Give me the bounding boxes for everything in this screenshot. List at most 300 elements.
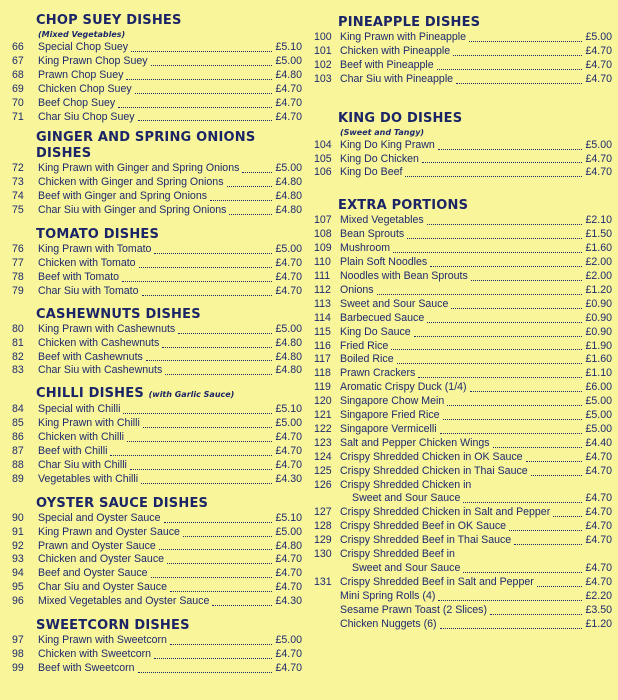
- item-name: Chicken with Sweetcorn: [38, 648, 152, 660]
- item-name: King Do Sauce: [340, 325, 411, 338]
- menu-item: [12, 285, 302, 299]
- item-price: £4.70: [275, 270, 302, 283]
- menu-item: [12, 540, 302, 554]
- item-name: King Do Beef: [340, 166, 403, 179]
- item-name: Prawn and Oyster Sauce: [38, 539, 156, 552]
- item-number: 76: [12, 243, 24, 256]
- item-price: £1.60: [585, 353, 612, 366]
- dot-leader: [438, 600, 582, 601]
- item-name: Beef with Tomato: [38, 270, 120, 283]
- dot-leader: [456, 83, 582, 84]
- item-name: Beef with Ginger and Spring Onions: [38, 190, 208, 203]
- dot-leader: [122, 281, 272, 282]
- menu-item: [314, 548, 612, 562]
- item-number: 113: [314, 297, 331, 310]
- item-name: Barbecued Sauce: [340, 311, 425, 324]
- dot-leader: [469, 41, 582, 42]
- item-number: 67: [12, 54, 24, 67]
- section-title: [12, 307, 302, 323]
- dot-leader: [440, 433, 583, 434]
- item-price: £4.70: [585, 520, 612, 533]
- section-chilli-dishes: [12, 386, 302, 486]
- menu-item: [314, 590, 612, 604]
- item-number: 85: [12, 417, 24, 430]
- item-name: King Prawn with Ginger and Spring Onions: [38, 162, 240, 175]
- dot-leader: [453, 55, 582, 56]
- item-price: £2.00: [585, 269, 612, 282]
- menu-item: [12, 431, 302, 445]
- item-name: Vegetables with Chilli: [38, 472, 139, 485]
- section-title: [12, 13, 302, 29]
- item-price: £0.90: [585, 311, 612, 324]
- menu-item: [12, 526, 302, 540]
- item-number: 69: [12, 82, 24, 95]
- item-number: 82: [12, 350, 24, 363]
- menu-item: [314, 166, 612, 180]
- item-name: Singapore Fried Rice: [340, 409, 440, 422]
- item-number: 92: [12, 539, 24, 552]
- item-name: Chicken with Pineapple: [340, 44, 451, 57]
- item-price: £2.20: [585, 589, 612, 602]
- item-name: Plain Soft Noodles: [340, 256, 428, 269]
- dot-leader: [110, 455, 272, 456]
- menu-item: [314, 59, 612, 73]
- section-subtitle: (Sweet and Tangy): [340, 127, 425, 137]
- item-price: £5.00: [585, 422, 612, 435]
- item-price: £5.10: [275, 403, 302, 416]
- item-number: 122: [314, 422, 332, 435]
- item-price: £5.00: [585, 395, 612, 408]
- section-extra-portions: [314, 198, 612, 631]
- menu-item: [314, 534, 612, 548]
- menu-item: [12, 97, 302, 111]
- item-price: £4.70: [585, 166, 612, 179]
- item-name: Char Siu Chop Suey: [38, 110, 135, 123]
- item-price: £4.70: [585, 534, 612, 547]
- dot-leader: [437, 69, 583, 70]
- menu-item: [12, 648, 302, 662]
- section-title-text: CHILLI DISHES: [36, 386, 144, 402]
- item-number: 70: [12, 96, 24, 109]
- section-title-text: CHOP SUEY DISHES: [36, 13, 182, 28]
- item-number: 97: [12, 634, 24, 647]
- item-price: £2.00: [585, 256, 612, 269]
- menu-item: [314, 618, 612, 632]
- item-number: 119: [314, 381, 331, 394]
- item-price: £4.70: [585, 562, 612, 574]
- item-name: Crispy Shredded Chicken in Thai Sauce: [340, 464, 528, 477]
- menu-item: [314, 139, 612, 153]
- item-name: Chicken Nuggets (6): [340, 617, 437, 630]
- item-price: £4.40: [585, 436, 612, 449]
- item-number: 111: [314, 269, 331, 282]
- menu-item: [12, 323, 302, 337]
- dot-leader: [142, 295, 273, 296]
- menu-item: [12, 634, 302, 648]
- dot-leader: [430, 266, 582, 267]
- item-number: 74: [12, 190, 24, 203]
- item-name: Sweet and Sour Sauce: [352, 492, 461, 505]
- section-title-text: CASHEWNUTS DISHES: [36, 306, 201, 322]
- item-price: £4.80: [275, 68, 302, 81]
- dot-leader: [242, 172, 272, 173]
- item-price: £4.70: [585, 58, 612, 71]
- dot-leader: [493, 447, 583, 448]
- dot-leader: [154, 658, 272, 659]
- item-name: Crispy Shredded Beef in: [340, 548, 455, 561]
- item-number: 114: [314, 311, 331, 324]
- item-name: Beef with Chilli: [38, 445, 108, 458]
- item-number: 73: [12, 176, 24, 189]
- item-price: £4.70: [275, 553, 302, 566]
- item-name: Char Siu with Chilli: [38, 458, 127, 471]
- item-price: £1.10: [585, 367, 612, 380]
- item-number: 101: [314, 44, 332, 57]
- item-price: £4.70: [585, 72, 612, 85]
- dot-leader: [537, 586, 583, 587]
- dot-leader: [143, 427, 273, 428]
- item-number: 130: [314, 548, 332, 561]
- dot-leader: [490, 614, 582, 615]
- dot-leader: [123, 413, 272, 414]
- item-price: £4.70: [275, 110, 302, 123]
- section-title-text: EXTRA PORTIONS: [338, 198, 469, 214]
- dot-leader: [151, 577, 273, 578]
- dot-leader: [407, 238, 582, 239]
- menu-item: [314, 604, 612, 618]
- menu-item: [12, 83, 302, 97]
- dot-leader: [440, 628, 583, 629]
- menu-column-left: [12, 0, 302, 676]
- dot-leader: [418, 377, 582, 378]
- item-price: £4.80: [275, 364, 302, 377]
- menu-item: [12, 445, 302, 459]
- section-ginger-and-spring-onions-dishes: [12, 130, 302, 218]
- menu-item: [314, 312, 612, 326]
- menu-item: [12, 473, 302, 487]
- dot-leader: [162, 347, 272, 348]
- dot-leader: [227, 186, 273, 187]
- item-name: King Do Chicken: [340, 152, 419, 165]
- menu-item: [12, 243, 302, 257]
- dot-leader: [165, 374, 272, 375]
- item-price: £4.70: [275, 445, 302, 458]
- menu-item: [12, 176, 302, 190]
- item-name: Noodles with Bean Sprouts: [340, 269, 468, 282]
- item-number: 124: [314, 450, 332, 463]
- item-name: Mini Spring Rolls (4): [340, 589, 436, 602]
- item-price: £4.80: [275, 539, 302, 552]
- item-name: Bean Sprouts: [340, 228, 405, 241]
- item-price: £2.10: [585, 214, 612, 227]
- dot-leader: [164, 522, 273, 523]
- dot-leader: [130, 469, 273, 470]
- item-price: £1.60: [585, 242, 612, 255]
- menu-item: [12, 41, 302, 55]
- item-name: Char Siu and Oyster Sauce: [38, 581, 167, 594]
- item-price: £5.00: [275, 525, 302, 538]
- item-price: £0.90: [585, 297, 612, 310]
- menu-item: [314, 409, 612, 423]
- item-price: £1.20: [585, 617, 612, 630]
- section-sweetcorn-dishes: [12, 618, 302, 676]
- item-name: Beef Chop Suey: [38, 96, 116, 109]
- section-title: [12, 496, 302, 512]
- menu-item: [12, 271, 302, 285]
- item-name: Prawn Crackers: [340, 367, 416, 380]
- item-number: 110: [314, 256, 331, 269]
- menu-item: [314, 256, 612, 270]
- item-name: Singapore Chow Mein: [340, 395, 445, 408]
- item-price: £4.70: [275, 661, 302, 674]
- menu-item: [314, 153, 612, 167]
- item-name: King Prawn Chop Suey: [38, 54, 148, 67]
- item-price: £4.70: [585, 506, 612, 519]
- item-name: Special Chop Suey: [38, 41, 129, 53]
- item-price: £1.90: [585, 339, 612, 352]
- dot-leader: [167, 563, 272, 564]
- item-number: 131: [314, 575, 332, 588]
- item-name: King Do King Prawn: [340, 138, 435, 151]
- dot-leader: [138, 672, 273, 673]
- item-number: 107: [314, 214, 332, 227]
- item-name: Chicken and Oyster Sauce: [38, 553, 165, 566]
- item-name: Salt and Pepper Chicken Wings: [340, 436, 490, 449]
- dot-leader: [135, 93, 273, 94]
- section-title: [12, 618, 302, 634]
- menu-item: [314, 465, 612, 479]
- dot-leader: [138, 120, 273, 121]
- menu-item: [314, 73, 612, 87]
- item-number: 84: [12, 403, 24, 416]
- item-name: King Prawn with Tomato: [38, 243, 152, 256]
- dot-leader: [118, 107, 272, 108]
- item-price: £5.00: [585, 409, 612, 422]
- item-name: Aromatic Crispy Duck (1/4): [340, 381, 467, 394]
- item-number: 89: [12, 472, 24, 485]
- dot-leader: [212, 605, 272, 606]
- section-title: [12, 386, 302, 403]
- item-name: Beef and Oyster Sauce: [38, 567, 148, 580]
- item-name: Chicken with Chilli: [38, 431, 124, 444]
- menu-item: [12, 595, 302, 609]
- dot-leader: [438, 149, 583, 150]
- menu-item: [314, 214, 612, 228]
- menu-item: [314, 326, 612, 340]
- item-price: £4.80: [275, 336, 302, 349]
- item-price: £4.30: [275, 472, 302, 485]
- dot-leader: [414, 336, 583, 337]
- section-title-text: SWEETCORN DISHES: [36, 618, 190, 634]
- item-name: King Prawn with Pineapple: [340, 31, 467, 43]
- dot-leader: [139, 267, 273, 268]
- item-number: 68: [12, 68, 24, 81]
- item-price: £5.00: [585, 31, 612, 43]
- dot-leader: [405, 176, 582, 177]
- item-name: King Prawn with Sweetcorn: [38, 634, 167, 647]
- menu-item: [314, 284, 612, 298]
- dot-leader: [377, 294, 583, 295]
- item-name: Singapore Vermicelli: [340, 422, 437, 435]
- section-title-text: OYSTER SAUCE DISHES: [36, 495, 209, 511]
- section-subtitle: (Mixed Vegetables): [38, 30, 126, 39]
- dot-leader: [470, 391, 583, 392]
- dot-leader: [553, 516, 582, 517]
- menu-column-right: [314, 0, 612, 632]
- item-number: 72: [12, 162, 24, 175]
- item-price: £5.10: [275, 511, 302, 524]
- menu-item: [314, 353, 612, 367]
- menu-item: [12, 204, 302, 218]
- item-number: 88: [12, 458, 24, 471]
- dot-leader: [514, 544, 582, 545]
- menu-item: [12, 364, 302, 378]
- menu-item: [12, 567, 302, 581]
- item-number: 83: [12, 364, 24, 377]
- item-name: Crispy Shredded Chicken in Salt and Pepper: [340, 506, 551, 519]
- item-number: 103: [314, 72, 332, 85]
- item-price: £4.80: [275, 176, 302, 189]
- item-name: Fried Rice: [340, 339, 389, 352]
- section-cashewnuts-dishes: [12, 307, 302, 379]
- item-name: Crispy Shredded Beef in Thai Sauce: [340, 534, 512, 547]
- menu-item: [12, 512, 302, 526]
- item-name: Char Siu with Cashewnuts: [38, 364, 163, 377]
- item-name: Onions: [340, 283, 374, 296]
- item-name: Beef with Cashewnuts: [38, 350, 143, 363]
- dot-leader: [451, 308, 582, 309]
- item-name: Chicken with Cashewnuts: [38, 336, 160, 349]
- section-pineapple-dishes: [314, 15, 612, 87]
- menu-item: [314, 576, 612, 590]
- item-number: 127: [314, 506, 332, 519]
- item-name: Special with Chilli: [38, 403, 121, 416]
- item-number: 90: [12, 511, 24, 524]
- menu-item: [12, 190, 302, 204]
- menu-item: [12, 403, 302, 417]
- item-price: £1.50: [585, 228, 612, 241]
- item-name: Beef with Pineapple: [340, 58, 434, 71]
- item-number: 123: [314, 436, 332, 449]
- dot-leader: [393, 252, 582, 253]
- menu-item: [314, 395, 612, 409]
- menu-item: [314, 381, 612, 395]
- menu-item: [314, 479, 612, 493]
- menu-item: [12, 662, 302, 676]
- item-price: £4.70: [275, 431, 302, 444]
- dot-leader: [427, 322, 582, 323]
- dot-leader: [126, 79, 272, 80]
- item-name: Chicken with Tomato: [38, 256, 136, 269]
- menu-item: [314, 228, 612, 242]
- dot-leader: [447, 405, 582, 406]
- dot-leader: [509, 530, 582, 531]
- item-number: 112: [314, 283, 331, 296]
- dot-leader: [141, 483, 272, 484]
- dot-leader: [422, 162, 583, 163]
- item-number: 102: [314, 58, 332, 71]
- dot-leader: [397, 363, 583, 364]
- dot-leader: [151, 65, 273, 66]
- item-name: Prawn Chop Suey: [38, 68, 124, 81]
- section-title: [314, 15, 612, 31]
- menu-item: [12, 111, 302, 125]
- item-number: 91: [12, 525, 24, 538]
- item-name: Chicken Chop Suey: [38, 82, 132, 95]
- item-number: 104: [314, 138, 332, 151]
- item-price: £4.70: [585, 450, 612, 463]
- item-number: 126: [314, 478, 332, 491]
- menu-item: [12, 417, 302, 431]
- dot-leader: [526, 461, 583, 462]
- menu-item: [314, 492, 612, 506]
- item-name: Crispy Shredded Chicken in: [340, 478, 472, 491]
- item-price: £5.00: [275, 634, 302, 647]
- dot-leader: [178, 333, 272, 334]
- item-number: 100: [314, 31, 332, 43]
- item-price: £4.70: [275, 82, 302, 95]
- menu-item: [314, 242, 612, 256]
- menu-item: [12, 55, 302, 69]
- item-name: King Prawn with Cashewnuts: [38, 322, 176, 335]
- item-name: Mixed Vegetables and Oyster Sauce: [38, 595, 210, 608]
- dot-leader: [170, 591, 273, 592]
- item-price: £4.70: [275, 458, 302, 471]
- item-number: 75: [12, 204, 24, 217]
- section-title: [314, 198, 612, 214]
- section-tomato-dishes: [12, 227, 302, 299]
- dot-leader: [131, 51, 272, 52]
- item-price: £4.30: [275, 595, 302, 608]
- item-number: 99: [12, 661, 24, 674]
- item-name: Char Siu with Ginger and Spring Onions: [38, 204, 227, 217]
- item-number: 120: [314, 395, 332, 408]
- item-name: Chicken with Ginger and Spring Onions: [38, 176, 224, 189]
- dot-leader: [159, 549, 273, 550]
- item-price: £4.70: [585, 492, 612, 505]
- menu-item: [314, 506, 612, 520]
- menu-item: [314, 45, 612, 59]
- item-price: £4.70: [585, 464, 612, 477]
- item-price: £4.70: [585, 152, 612, 165]
- item-name: Crispy Shredded Chicken in OK Sauce: [340, 450, 523, 463]
- item-number: 96: [12, 595, 24, 608]
- item-name: King Prawn and Oyster Sauce: [38, 525, 180, 538]
- item-price: £5.00: [275, 54, 302, 67]
- item-number: 86: [12, 431, 24, 444]
- item-number: 129: [314, 534, 332, 547]
- item-number: 116: [314, 339, 331, 352]
- item-price: £1.20: [585, 283, 612, 296]
- section-title-text: GINGER AND SPRING ONIONS DISHES: [36, 130, 256, 162]
- dot-leader: [127, 441, 273, 442]
- item-name: Crispy Shredded Beef in OK Sauce: [340, 520, 507, 533]
- menu-item: [314, 31, 612, 45]
- section-chop-suey-dishes: [12, 13, 302, 124]
- item-price: £4.70: [275, 96, 302, 109]
- menu-item: [314, 340, 612, 354]
- item-number: 98: [12, 648, 24, 660]
- item-number: 117: [314, 353, 331, 366]
- item-number: 93: [12, 553, 24, 566]
- item-price: £5.00: [585, 138, 612, 151]
- item-name: Char Siu with Pineapple: [340, 72, 454, 85]
- item-price: £4.70: [275, 567, 302, 580]
- dot-leader: [463, 502, 582, 503]
- item-price: £4.70: [275, 284, 302, 297]
- menu-item: [12, 337, 302, 351]
- item-name: Sweet and Sour Sauce: [352, 562, 461, 574]
